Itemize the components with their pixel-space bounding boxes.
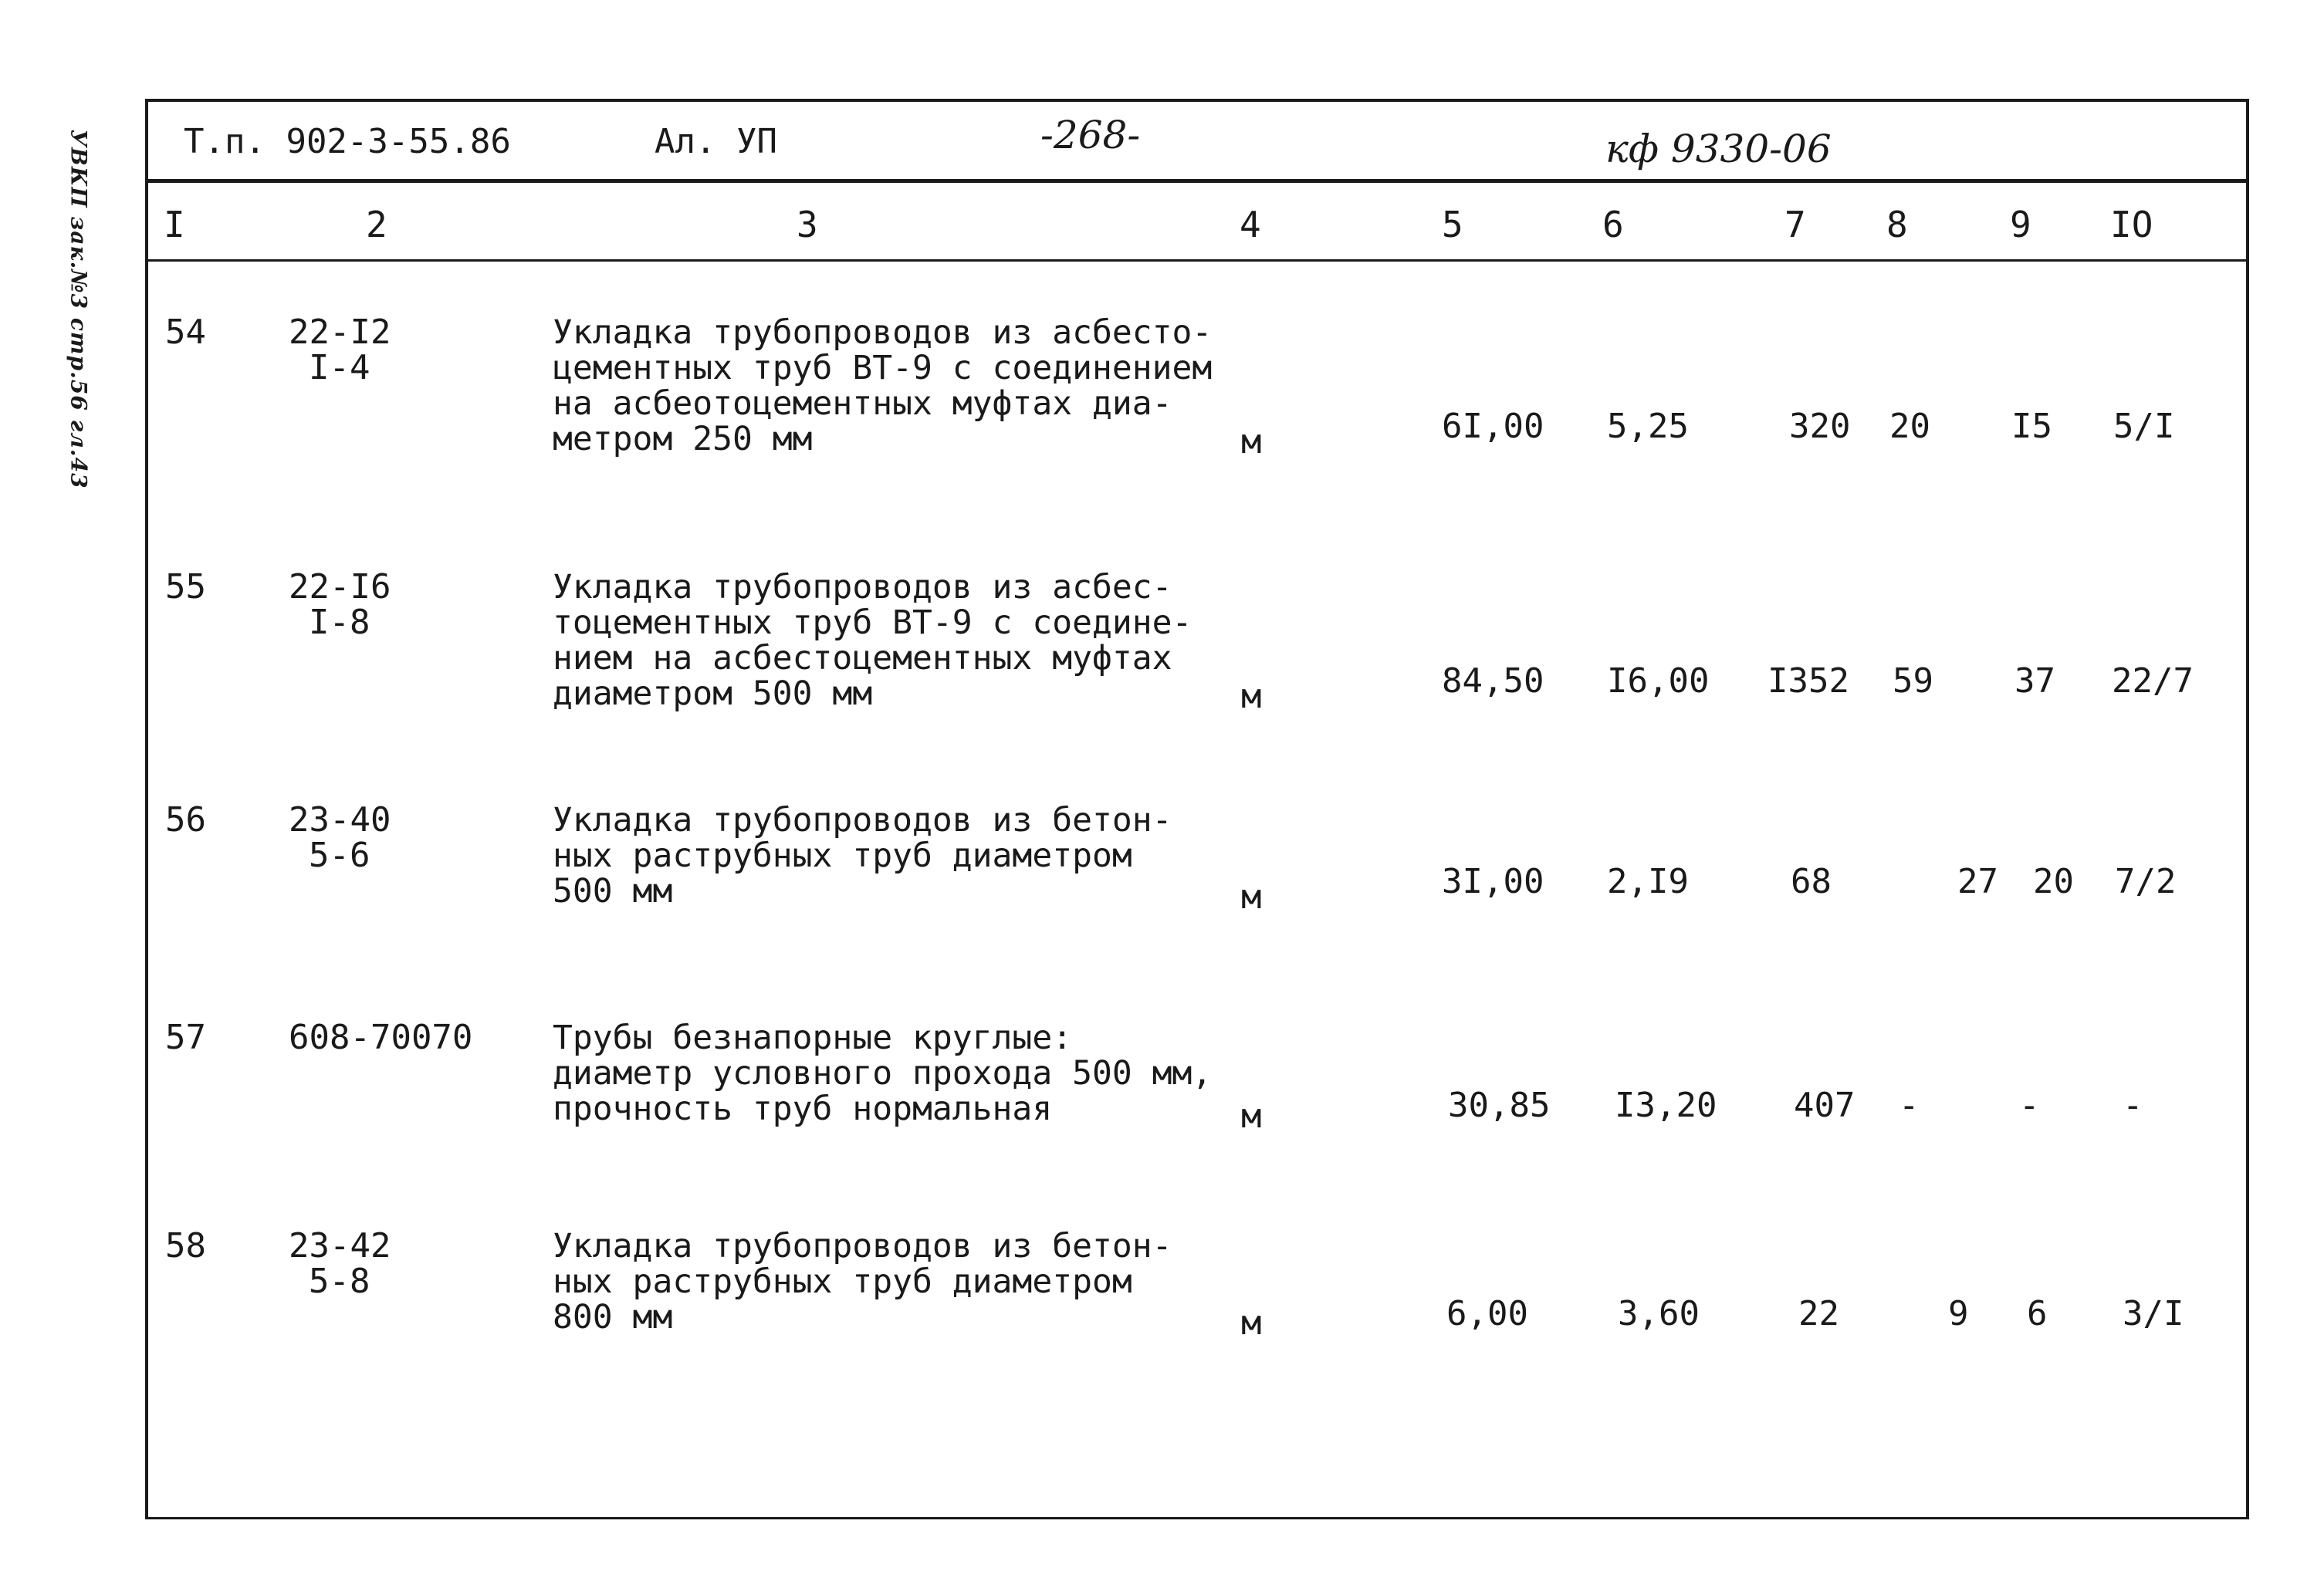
description-line-2: тоцементных труб ВТ-9 с соедине-	[553, 603, 1192, 642]
description-line-2: цементных труб ВТ-9 с соединением	[553, 349, 1213, 387]
norm-code-line-2: 5-6	[309, 836, 370, 875]
norm-code-line-1: 22-I6	[289, 567, 391, 607]
norm-code-line-1: 23-42	[289, 1226, 391, 1266]
description-line-3: нием на асбестоцементных муфтах	[553, 639, 1172, 678]
col-10-value: -	[2123, 1086, 2143, 1125]
total-cost: 68	[1791, 862, 1832, 901]
unit: м	[1241, 1303, 1262, 1343]
description-line-1: Трубы безнапорные круглые:	[553, 1019, 1073, 1057]
row-number: 56	[165, 800, 206, 840]
quantity: 6,00	[1446, 1294, 1528, 1333]
col-10-value: 3/I	[2123, 1294, 2184, 1333]
col-9-value: 37	[2014, 661, 2055, 701]
column-numbers-divider	[145, 259, 2246, 262]
norm-code-line-1: 23-40	[289, 800, 391, 840]
description-line-1: Укладка трубопроводов из бетон-	[553, 801, 1172, 840]
margin-stamp-text: УВКП зак.№3 стр.56 гл.43	[66, 128, 92, 489]
unit: м	[1241, 422, 1262, 461]
description-line-3: 500 мм	[553, 872, 673, 911]
col-10-value: 7/2	[2115, 862, 2177, 901]
table-frame	[145, 99, 2249, 1519]
col-3-header: 3	[797, 204, 818, 245]
document-number: Т.п. 902-3-55.86	[184, 122, 511, 161]
description-line-2: ных раструбных труб диаметром	[553, 836, 1132, 875]
description-line-2: ных раструбных труб диаметром	[553, 1262, 1132, 1301]
unit: м	[1241, 877, 1262, 917]
quantity: 84,50	[1442, 661, 1544, 701]
unit-cost: 2,I9	[1607, 862, 1689, 901]
col-4-header: 4	[1240, 204, 1261, 245]
description-line-2: диаметр условного прохода 500 мм,	[553, 1054, 1213, 1093]
description-line-1: Укладка трубопроводов из асбес-	[553, 568, 1172, 607]
description-line-1: Укладка трубопроводов из бетон-	[553, 1227, 1172, 1266]
col-6-header: 6	[1602, 204, 1624, 245]
total-cost: 320	[1789, 407, 1851, 446]
description-line-1: Укладка трубопроводов из асбесто-	[553, 313, 1213, 352]
norm-code-line-1: 608-70070	[289, 1018, 473, 1057]
margin-stamp	[56, 108, 102, 509]
unit-cost: 3,60	[1618, 1294, 1700, 1333]
row-number: 57	[165, 1018, 206, 1057]
row-number: 54	[165, 313, 206, 352]
col-9-value: 20	[2033, 862, 2074, 901]
norm-code-line-2: I-8	[309, 603, 370, 642]
col-10-value: 22/7	[2112, 661, 2194, 701]
unit: м	[1241, 677, 1262, 716]
col-8-value: 59	[1893, 661, 1933, 701]
col-1-header: I	[164, 204, 185, 245]
col-7-header: 7	[1784, 204, 1806, 245]
album-number: Ал. УП	[655, 122, 777, 161]
total-cost: 407	[1794, 1086, 1855, 1125]
total-cost: 22	[1798, 1294, 1839, 1333]
col-8-value: -	[1899, 1086, 1920, 1125]
col-8-value: 20	[1889, 407, 1930, 446]
row-number: 58	[165, 1226, 206, 1266]
page-number: -268-	[1040, 113, 1141, 157]
col-10-header: IO	[2110, 204, 2153, 245]
col-5-header: 5	[1442, 204, 1463, 245]
quantity: 3I,00	[1442, 862, 1544, 901]
col-9-header: 9	[2010, 204, 2031, 245]
register-code: кф 9330-06	[1605, 127, 1832, 171]
unit-cost: I3,20	[1615, 1086, 1717, 1125]
norm-code-line-2: 5-8	[309, 1262, 370, 1301]
header-divider	[145, 179, 2246, 183]
col-9-value: 6	[2027, 1294, 2048, 1333]
col-9-value: -	[2019, 1086, 2040, 1125]
col-8-value: 9	[1948, 1294, 1969, 1333]
quantity: 30,85	[1448, 1086, 1551, 1125]
description-line-4: метром 250 мм	[553, 420, 813, 458]
col-10-value: 5/I	[2113, 407, 2175, 446]
col-8-value: 27	[1957, 862, 1998, 901]
unit: м	[1241, 1097, 1262, 1136]
description-line-4: диаметром 500 мм	[553, 674, 873, 713]
description-line-3: прочность труб нормальная	[553, 1090, 1053, 1128]
col-8-header: 8	[1886, 204, 1908, 245]
total-cost: I352	[1768, 661, 1849, 701]
col-9-value: I5	[2011, 407, 2052, 446]
norm-code-line-1: 22-I2	[289, 313, 391, 352]
description-line-3: на асбеотоцементных муфтах диа-	[553, 384, 1172, 423]
unit-cost: 5,25	[1607, 407, 1689, 446]
quantity: 6I,00	[1442, 407, 1544, 446]
unit-cost: I6,00	[1607, 661, 1710, 701]
description-line-3: 800 мм	[553, 1298, 673, 1336]
norm-code-line-2: I-4	[309, 348, 370, 387]
row-number: 55	[165, 567, 206, 607]
col-2-header: 2	[366, 204, 387, 245]
